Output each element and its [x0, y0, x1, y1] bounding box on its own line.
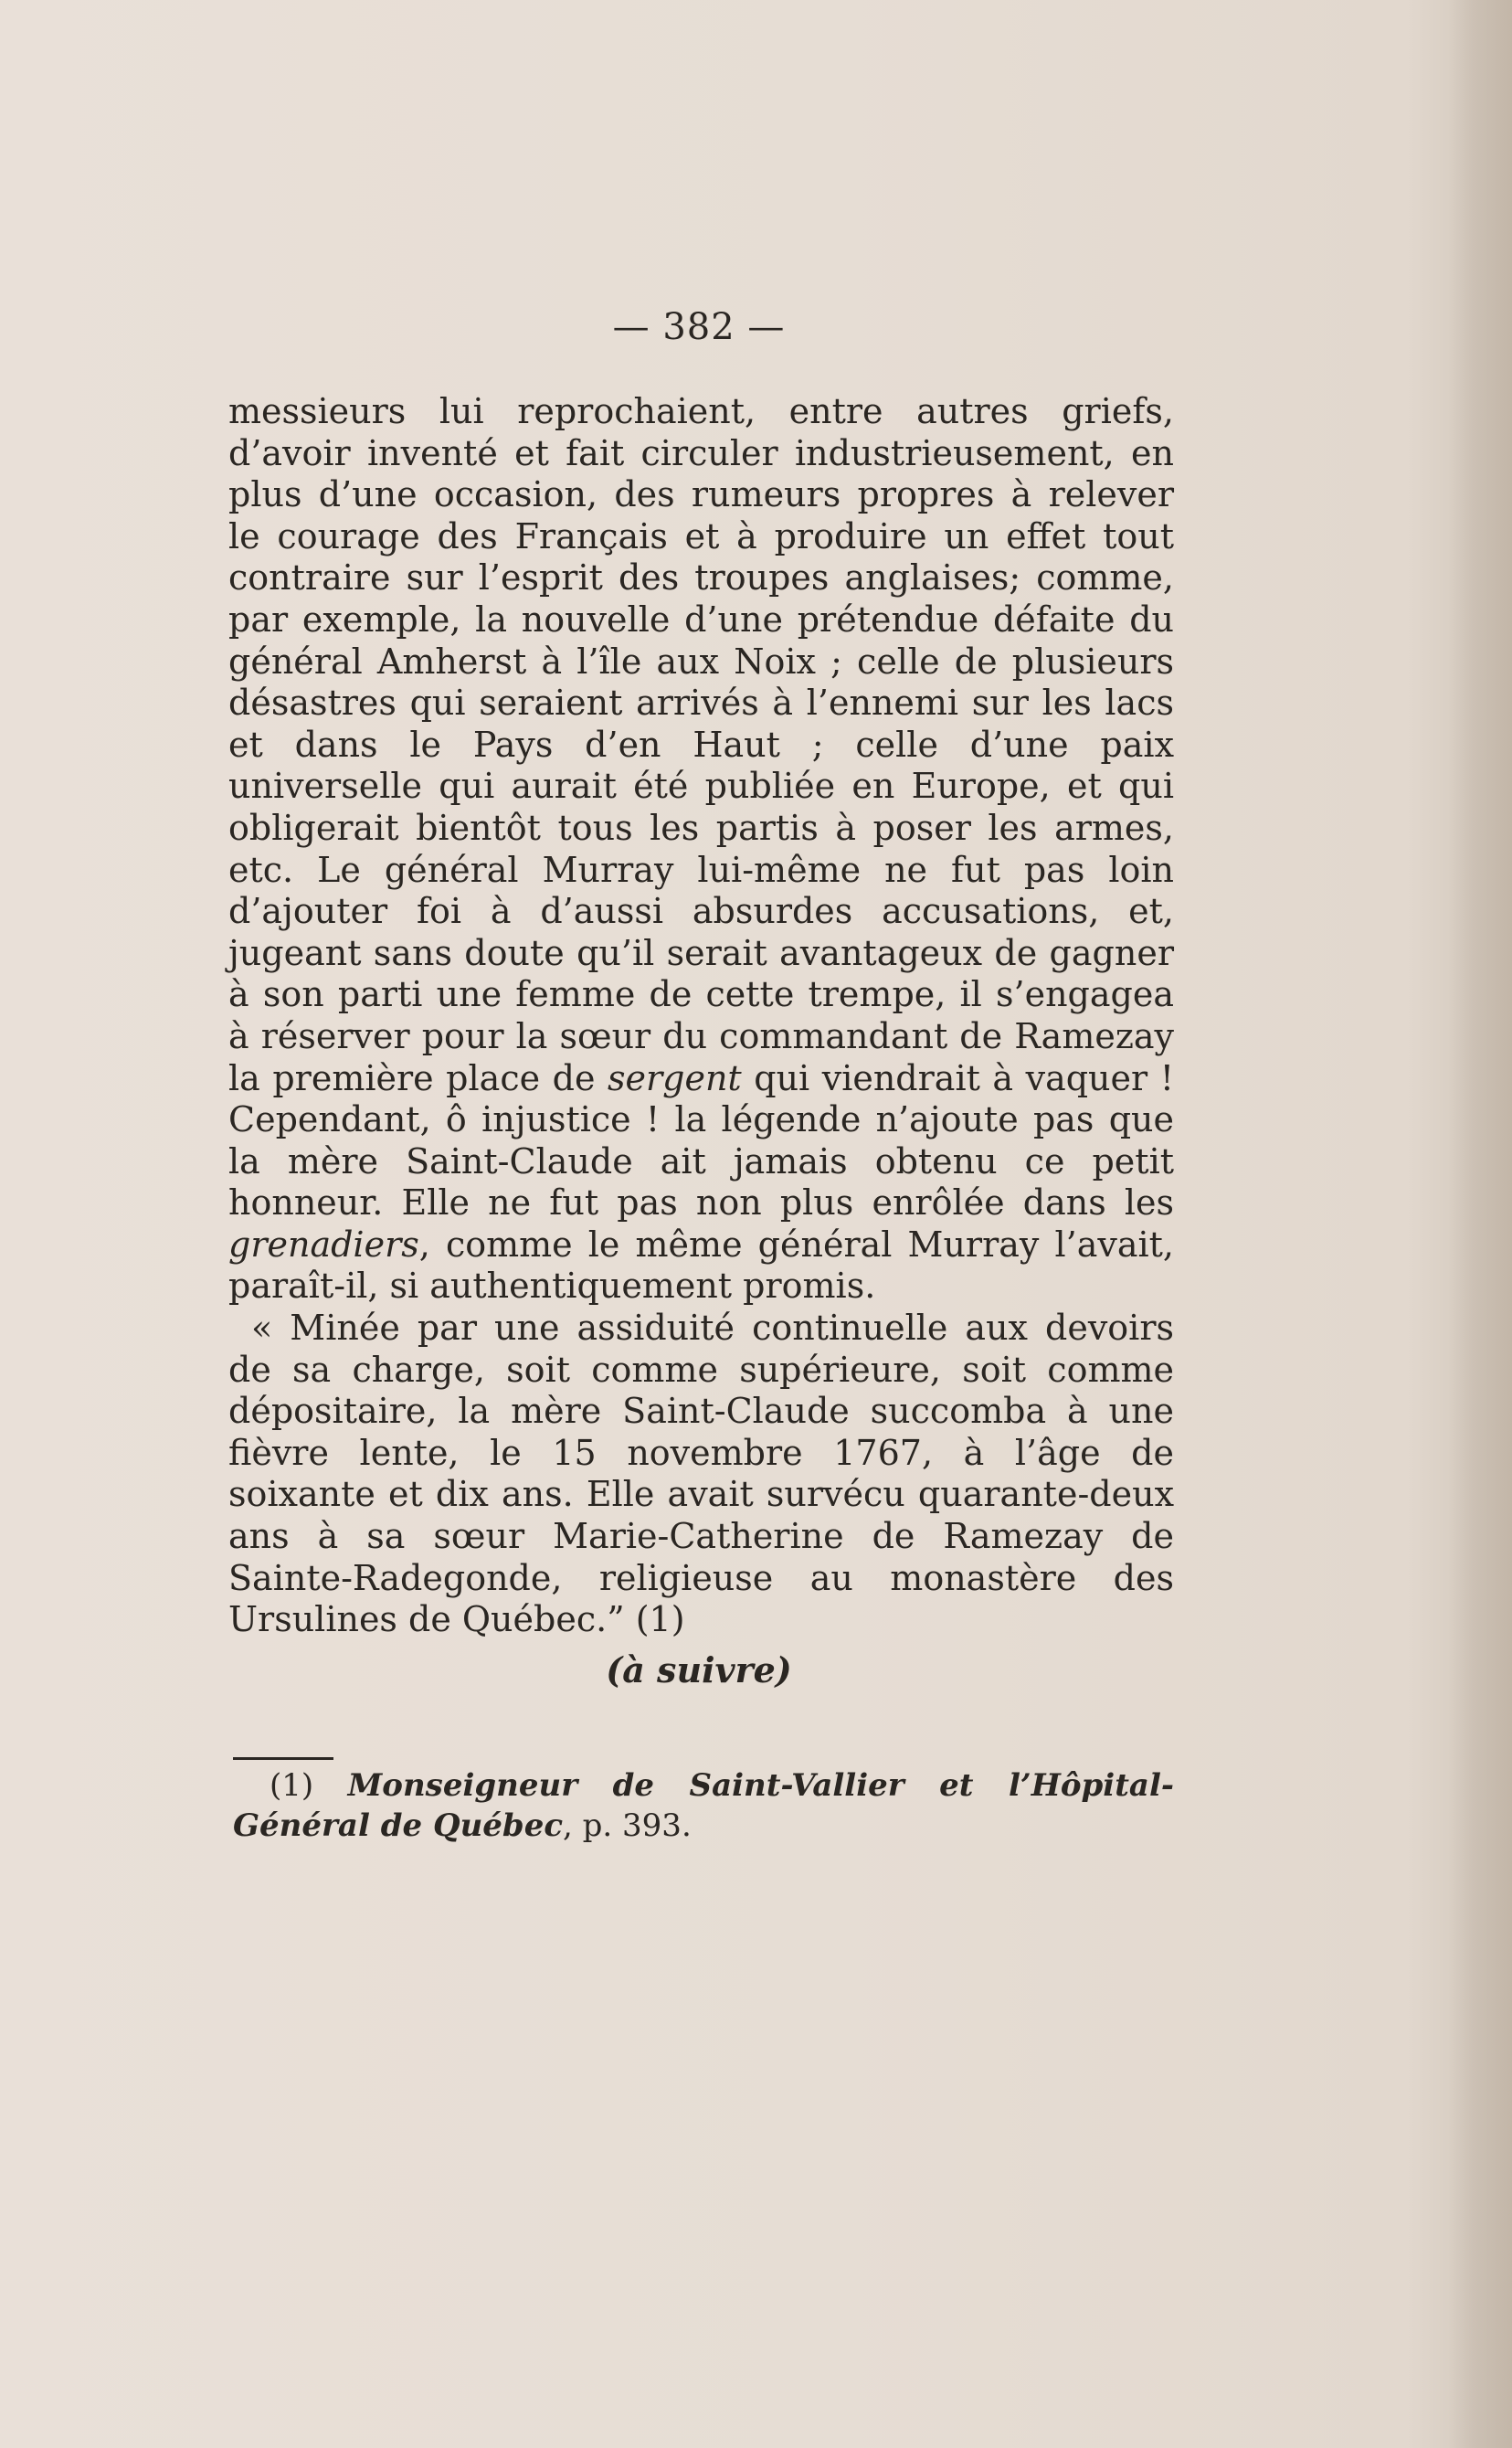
- footnote-page-ref: , p. 393.: [563, 1807, 692, 1844]
- footnote-reference: (1): [635, 1599, 685, 1640]
- paragraph-1-text-b: qui viendrait à vaquer ! Cependant, ô injustice ! la légende n’ajoute pas que la mère Saint-Claude ait jamais obtenu ce petit honneur. Elle ne fut pas non plus enrôlée dans les: [228, 1057, 1174, 1224]
- paragraph-2-text: « Minée par une assiduité continuelle aux devoirs de sa charge, soit comme supérieure, soit comme dépositaire, la mère Saint-Claude succomba à une fièvre lente, le 15 novembre 1767, à l’âge de soixante et dix ans. Elle avait survécu quarante-deux ans à sa sœur Marie-Catherine de Ramezay de Sainte-Radegonde, religieuse au monastère des Ursulines de Québec.”: [228, 1308, 1174, 1640]
- paragraph-2: [228, 1308, 1174, 1641]
- page-number: — 382 —: [612, 306, 786, 348]
- paragraph-1-text-c: , comme le même général Murray l’avait, paraît-il, si authentiquement promis.: [228, 1224, 1174, 1307]
- continued-notice: (à suivre): [606, 1649, 792, 1690]
- footnote-book-title: Monseigneur de Saint-Vallier et l’Hôpital-Général de Québec: [233, 1767, 1174, 1844]
- footnote-divider: [233, 1757, 333, 1760]
- paragraph-1: [228, 391, 1174, 1308]
- footnote: [233, 1765, 1174, 1846]
- paragraph-1-text-a: messieurs lui reprochaient, entre autres griefs, d’avoir inventé et fait circuler industrieusement, en plus d’une occasion, des rumeurs propres à relever le courage des Français et à produire un effet tout contraire sur l’esprit des troupes anglaises; comme, par exemple, la nouvelle d’une prétendue défaite du général Amherst à l’île aux Noix ; celle de plusieurs désastres qui seraient arrivés à l’ennemi sur les lacs et dans le Pays d’en Haut ; celle d’une paix universelle qui aurait été publiée en Europe, et qui obligerait bientôt tous les partis à poser les armes, etc. Le général Murray lui-même ne fut pas loin d’ajouter foi à d’aussi absurdes accusations, et, jugeant sans doute qu’il serait avantageux de gagner à son parti une femme de cette trempe, il s’engagea à réserver pour la sœur du commandant de Ramezay la première place de: [228, 391, 1174, 1098]
- footnote-marker: (1): [270, 1767, 314, 1804]
- page-edge-shadow: [1448, 0, 1512, 2448]
- main-text: [228, 391, 1174, 1641]
- italic-sergent: sergent: [607, 1057, 742, 1098]
- italic-grenadiers: grenadiers: [228, 1224, 419, 1265]
